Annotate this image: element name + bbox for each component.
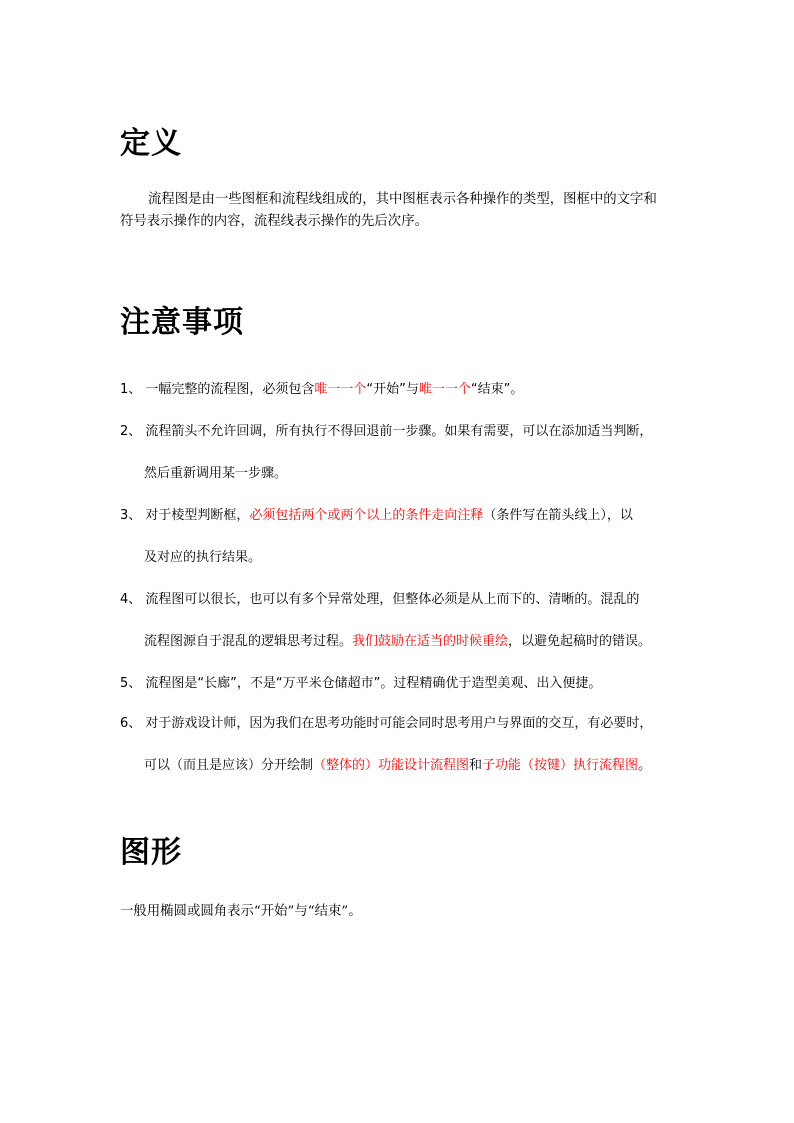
note-text: “结束”。 xyxy=(470,382,524,397)
note-emphasis: 唯一一个 xyxy=(314,382,367,397)
note-emphasis: 唯一一个 xyxy=(418,382,471,397)
definition-line-2: 符号表示操作的内容，流程线表示操作的先后次序。 xyxy=(120,214,428,229)
note-item-5-line-1: 5、 流程图是“长廊”，不是“万平米仓储超市”。过程精确优于造型美观、出入便捷。 xyxy=(120,676,602,691)
note-item-5 xyxy=(120,663,676,705)
note-item-6-line-1: 6、 对于游戏设计师，因为我们在思考功能时可能会同时思考用户与界面的交互，有必要时， xyxy=(120,716,653,731)
note-emphasis: 子功能（按键）执行流程图 xyxy=(482,758,639,773)
note-text: 和 xyxy=(469,758,483,773)
note-emphasis: 我们鼓励在适当的时候重绘 xyxy=(352,634,509,649)
note-item-3 xyxy=(120,495,676,579)
section-title-shapes: 图形 xyxy=(120,835,182,870)
note-emphasis: 必须包括两个或两个以上的条件走向注释 xyxy=(249,508,484,523)
note-item-2-line-2: 然后重新调用某一步骤。 xyxy=(144,466,288,481)
note-text: 可以（而且是应该）分开绘制 xyxy=(144,758,314,773)
note-item-4-line-2 xyxy=(120,621,676,663)
note-text: 3、 对于棱型判断框， xyxy=(120,508,250,523)
note-text: ，以避免起稿时的错误。 xyxy=(508,634,652,649)
shapes-paragraph: 一般用椭圆或圆角表示“开始”与“结束”。 xyxy=(120,904,362,919)
note-item-2 xyxy=(120,411,676,495)
note-text: 流程图源自于混乱的逻辑思考过程。 xyxy=(144,634,353,649)
definition-line-1: 流程图是由一些图框和流程线组成的，其中图框表示各种操作的类型，图框中的文字和 xyxy=(148,192,657,207)
note-item-6-line-2 xyxy=(120,745,676,787)
note-emphasis: （整体的）功能设计流程图 xyxy=(313,758,470,773)
note-item-2-line-1: 2、 流程箭头不允许回调，所有执行不得回退前一步骤。如果有需要，可以在添加适当判断， xyxy=(120,424,653,439)
note-item-3-line-1 xyxy=(120,495,676,537)
note-item-3-line-2: 及对应的执行结果。 xyxy=(144,550,262,565)
note-item-1-line-1 xyxy=(120,369,676,411)
section-title-notes: 注意事项 xyxy=(120,305,244,340)
note-item-6 xyxy=(120,703,676,787)
note-item-4 xyxy=(120,579,676,663)
note-text: 1、 一幅完整的流程图，必须包含 xyxy=(120,382,315,397)
note-text: “开始”与 xyxy=(366,382,419,397)
note-text: 。 xyxy=(638,758,652,773)
note-item-4-line-1: 4、 流程图可以很长，也可以有多个异常处理，但整体必须是从上而下的、清晰的。混乱的 xyxy=(120,592,640,607)
section-title-definition: 定义 xyxy=(120,126,182,161)
definition-paragraph xyxy=(120,189,676,233)
note-text: （条件写在箭头线上），以 xyxy=(483,508,633,523)
note-item-1 xyxy=(120,369,676,411)
